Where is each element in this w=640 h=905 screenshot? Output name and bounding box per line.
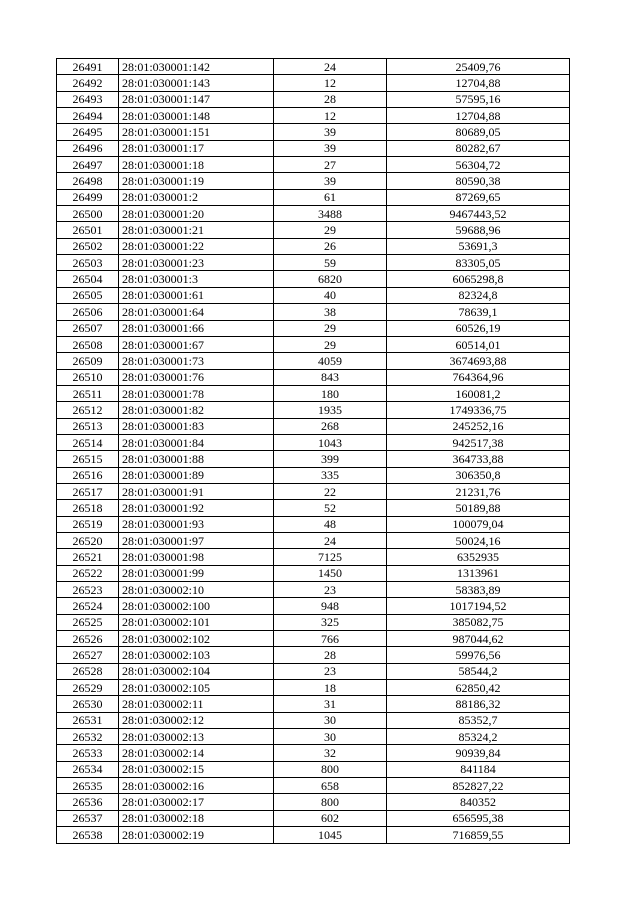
record-number-cell: 26527 <box>57 647 119 663</box>
value-cell: 82324,8 <box>387 287 570 303</box>
record-number-cell: 26511 <box>57 385 119 401</box>
record-number-cell: 26515 <box>57 451 119 467</box>
value-cell: 58383,89 <box>387 582 570 598</box>
cadastral-number-cell: 28:01:030001:143 <box>119 75 274 91</box>
value-cell: 60514,01 <box>387 336 570 352</box>
cadastral-number-cell: 28:01:030002:104 <box>119 663 274 679</box>
record-number-cell: 26535 <box>57 778 119 794</box>
cadastral-number-cell: 28:01:030001:20 <box>119 206 274 222</box>
area-cell: 843 <box>274 369 387 385</box>
cadastral-number-cell: 28:01:030002:18 <box>119 810 274 826</box>
area-cell: 12 <box>274 108 387 124</box>
cadastral-number-cell: 28:01:030002:103 <box>119 647 274 663</box>
area-cell: 39 <box>274 173 387 189</box>
table-row <box>57 794 570 810</box>
area-cell: 30 <box>274 729 387 745</box>
area-cell: 24 <box>274 532 387 548</box>
value-cell: 60526,19 <box>387 320 570 336</box>
table-row <box>57 565 570 581</box>
value-cell: 78639,1 <box>387 304 570 320</box>
table-row <box>57 434 570 450</box>
record-number-cell: 26503 <box>57 255 119 271</box>
record-number-cell: 26524 <box>57 598 119 614</box>
value-cell: 25409,76 <box>387 59 570 75</box>
table-row <box>57 582 570 598</box>
area-cell: 29 <box>274 336 387 352</box>
table-row <box>57 680 570 696</box>
value-cell: 1017194,52 <box>387 598 570 614</box>
cadastral-number-cell: 28:01:030001:99 <box>119 565 274 581</box>
value-cell: 245252,16 <box>387 418 570 434</box>
area-cell: 180 <box>274 385 387 401</box>
record-number-cell: 26518 <box>57 500 119 516</box>
table-row <box>57 631 570 647</box>
record-number-cell: 26521 <box>57 549 119 565</box>
record-number-cell: 26529 <box>57 680 119 696</box>
cadastral-number-cell: 28:01:030002:11 <box>119 696 274 712</box>
value-cell: 80282,67 <box>387 140 570 156</box>
value-cell: 62850,42 <box>387 680 570 696</box>
area-cell: 39 <box>274 140 387 156</box>
record-number-cell: 26492 <box>57 75 119 91</box>
value-cell: 841184 <box>387 761 570 777</box>
area-cell: 23 <box>274 582 387 598</box>
area-cell: 29 <box>274 320 387 336</box>
value-cell: 987044,62 <box>387 631 570 647</box>
value-cell: 59688,96 <box>387 222 570 238</box>
area-cell: 29 <box>274 222 387 238</box>
record-number-cell: 26491 <box>57 59 119 75</box>
value-cell: 12704,88 <box>387 108 570 124</box>
record-number-cell: 26508 <box>57 336 119 352</box>
record-number-cell: 26530 <box>57 696 119 712</box>
area-cell: 38 <box>274 304 387 320</box>
area-cell: 1045 <box>274 827 387 843</box>
table-row <box>57 827 570 843</box>
value-cell: 80590,38 <box>387 173 570 189</box>
cadastral-number-cell: 28:01:030002:13 <box>119 729 274 745</box>
value-cell: 59976,56 <box>387 647 570 663</box>
record-number-cell: 26499 <box>57 189 119 205</box>
table-row <box>57 124 570 140</box>
area-cell: 59 <box>274 255 387 271</box>
value-cell: 656595,38 <box>387 810 570 826</box>
table-row <box>57 189 570 205</box>
table-row <box>57 467 570 483</box>
value-cell: 56304,72 <box>387 157 570 173</box>
value-cell: 3674693,88 <box>387 353 570 369</box>
cadastral-number-cell: 28:01:030001:21 <box>119 222 274 238</box>
record-number-cell: 26497 <box>57 157 119 173</box>
cadastral-number-cell: 28:01:030002:105 <box>119 680 274 696</box>
area-cell: 335 <box>274 467 387 483</box>
cadastral-number-cell: 28:01:030001:61 <box>119 287 274 303</box>
area-cell: 28 <box>274 91 387 107</box>
table-row <box>57 287 570 303</box>
record-number-cell: 26498 <box>57 173 119 189</box>
area-cell: 30 <box>274 712 387 728</box>
area-cell: 7125 <box>274 549 387 565</box>
cadastral-number-cell: 28:01:030001:84 <box>119 434 274 450</box>
table-row <box>57 59 570 75</box>
cadastral-number-cell: 28:01:030001:22 <box>119 238 274 254</box>
area-cell: 1043 <box>274 434 387 450</box>
cadastral-number-cell: 28:01:030001:97 <box>119 532 274 548</box>
record-number-cell: 26514 <box>57 434 119 450</box>
table-row <box>57 255 570 271</box>
record-number-cell: 26512 <box>57 402 119 418</box>
record-number-cell: 26528 <box>57 663 119 679</box>
value-cell: 1313961 <box>387 565 570 581</box>
table-row <box>57 206 570 222</box>
record-number-cell: 26510 <box>57 369 119 385</box>
table-row <box>57 598 570 614</box>
table-row <box>57 647 570 663</box>
area-cell: 24 <box>274 59 387 75</box>
value-cell: 87269,65 <box>387 189 570 205</box>
record-number-cell: 26506 <box>57 304 119 320</box>
table-row <box>57 712 570 728</box>
cadastral-number-cell: 28:01:030002:17 <box>119 794 274 810</box>
record-number-cell: 26505 <box>57 287 119 303</box>
table-row <box>57 549 570 565</box>
record-number-cell: 26538 <box>57 827 119 843</box>
record-number-cell: 26509 <box>57 353 119 369</box>
value-cell: 9467443,52 <box>387 206 570 222</box>
record-number-cell: 26500 <box>57 206 119 222</box>
cadastral-number-cell: 28:01:030001:89 <box>119 467 274 483</box>
table-row <box>57 75 570 91</box>
area-cell: 1450 <box>274 565 387 581</box>
area-cell: 22 <box>274 483 387 499</box>
area-cell: 39 <box>274 124 387 140</box>
cadastral-number-cell: 28:01:030001:82 <box>119 402 274 418</box>
table-row <box>57 304 570 320</box>
table-row <box>57 761 570 777</box>
area-cell: 766 <box>274 631 387 647</box>
cadastral-number-cell: 28:01:030001:67 <box>119 336 274 352</box>
cadastral-number-cell: 28:01:030001:88 <box>119 451 274 467</box>
area-cell: 31 <box>274 696 387 712</box>
area-cell: 1935 <box>274 402 387 418</box>
table-row <box>57 369 570 385</box>
value-cell: 80689,05 <box>387 124 570 140</box>
table-row <box>57 91 570 107</box>
area-cell: 12 <box>274 75 387 91</box>
table-row <box>57 483 570 499</box>
cadastral-number-cell: 28:01:030002:16 <box>119 778 274 794</box>
record-number-cell: 26532 <box>57 729 119 745</box>
cadastral-number-cell: 28:01:030001:66 <box>119 320 274 336</box>
value-cell: 85352,7 <box>387 712 570 728</box>
table-row <box>57 729 570 745</box>
table-row <box>57 173 570 189</box>
record-number-cell: 26523 <box>57 582 119 598</box>
record-number-cell: 26513 <box>57 418 119 434</box>
cadastral-number-cell: 28:01:030001:83 <box>119 418 274 434</box>
record-number-cell: 26522 <box>57 565 119 581</box>
table-row <box>57 745 570 761</box>
area-cell: 32 <box>274 745 387 761</box>
value-cell: 88186,32 <box>387 696 570 712</box>
record-number-cell: 26494 <box>57 108 119 124</box>
value-cell: 57595,16 <box>387 91 570 107</box>
record-number-cell: 26536 <box>57 794 119 810</box>
value-cell: 50024,16 <box>387 532 570 548</box>
cadastral-number-cell: 28:01:030001:17 <box>119 140 274 156</box>
record-number-cell: 26537 <box>57 810 119 826</box>
table-row <box>57 516 570 532</box>
cadastral-number-cell: 28:01:030001:98 <box>119 549 274 565</box>
value-cell: 100079,04 <box>387 516 570 532</box>
value-cell: 1749336,75 <box>387 402 570 418</box>
record-number-cell: 26519 <box>57 516 119 532</box>
area-cell: 52 <box>274 500 387 516</box>
record-number-cell: 26504 <box>57 271 119 287</box>
cadastral-number-cell: 28:01:030001:76 <box>119 369 274 385</box>
cadastral-number-cell: 28:01:030002:15 <box>119 761 274 777</box>
area-cell: 48 <box>274 516 387 532</box>
cadastral-number-cell: 28:01:030001:64 <box>119 304 274 320</box>
cadastral-number-cell: 28:01:030002:12 <box>119 712 274 728</box>
area-cell: 23 <box>274 663 387 679</box>
table-row <box>57 238 570 254</box>
table-row <box>57 320 570 336</box>
area-cell: 26 <box>274 238 387 254</box>
area-cell: 6820 <box>274 271 387 287</box>
area-cell: 948 <box>274 598 387 614</box>
table-row <box>57 402 570 418</box>
cadastral-number-cell: 28:01:030002:10 <box>119 582 274 598</box>
table-row <box>57 451 570 467</box>
value-cell: 306350,8 <box>387 467 570 483</box>
value-cell: 6352935 <box>387 549 570 565</box>
cadastral-number-cell: 28:01:030001:23 <box>119 255 274 271</box>
table-row <box>57 663 570 679</box>
record-number-cell: 26507 <box>57 320 119 336</box>
value-cell: 942517,38 <box>387 434 570 450</box>
cadastral-number-cell: 28:01:030001:151 <box>119 124 274 140</box>
record-number-cell: 26496 <box>57 140 119 156</box>
table-row <box>57 271 570 287</box>
cadastral-number-cell: 28:01:030001:18 <box>119 157 274 173</box>
area-cell: 325 <box>274 614 387 630</box>
record-number-cell: 26495 <box>57 124 119 140</box>
cadastral-number-cell: 28:01:030001:93 <box>119 516 274 532</box>
area-cell: 800 <box>274 794 387 810</box>
data-table <box>56 58 570 844</box>
value-cell: 12704,88 <box>387 75 570 91</box>
value-cell: 83305,05 <box>387 255 570 271</box>
cadastral-number-cell: 28:01:030001:142 <box>119 59 274 75</box>
cadastral-number-cell: 28:01:030001:92 <box>119 500 274 516</box>
table-row <box>57 696 570 712</box>
value-cell: 50189,88 <box>387 500 570 516</box>
cadastral-number-cell: 28:01:030001:78 <box>119 385 274 401</box>
table-row <box>57 140 570 156</box>
table-row <box>57 108 570 124</box>
cadastral-number-cell: 28:01:030002:14 <box>119 745 274 761</box>
table-row <box>57 336 570 352</box>
record-number-cell: 26517 <box>57 483 119 499</box>
record-number-cell: 26531 <box>57 712 119 728</box>
value-cell: 58544,2 <box>387 663 570 679</box>
area-cell: 268 <box>274 418 387 434</box>
cadastral-number-cell: 28:01:030001:147 <box>119 91 274 107</box>
record-number-cell: 26534 <box>57 761 119 777</box>
value-cell: 716859,55 <box>387 827 570 843</box>
cadastral-number-cell: 28:01:030001:91 <box>119 483 274 499</box>
area-cell: 61 <box>274 189 387 205</box>
area-cell: 4059 <box>274 353 387 369</box>
table-row <box>57 157 570 173</box>
record-number-cell: 26501 <box>57 222 119 238</box>
record-number-cell: 26525 <box>57 614 119 630</box>
record-number-cell: 26526 <box>57 631 119 647</box>
value-cell: 21231,76 <box>387 483 570 499</box>
record-number-cell: 26533 <box>57 745 119 761</box>
table-row <box>57 418 570 434</box>
table-row <box>57 614 570 630</box>
table-row <box>57 500 570 516</box>
cadastral-number-cell: 28:01:030002:100 <box>119 598 274 614</box>
cadastral-number-cell: 28:01:030001:2 <box>119 189 274 205</box>
area-cell: 658 <box>274 778 387 794</box>
cadastral-number-cell: 28:01:030001:3 <box>119 271 274 287</box>
value-cell: 364733,88 <box>387 451 570 467</box>
table-body <box>57 59 570 844</box>
value-cell: 53691,3 <box>387 238 570 254</box>
table-row <box>57 353 570 369</box>
record-number-cell: 26502 <box>57 238 119 254</box>
area-cell: 602 <box>274 810 387 826</box>
value-cell: 840352 <box>387 794 570 810</box>
area-cell: 28 <box>274 647 387 663</box>
area-cell: 3488 <box>274 206 387 222</box>
table-row <box>57 222 570 238</box>
cadastral-number-cell: 28:01:030001:148 <box>119 108 274 124</box>
cadastral-number-cell: 28:01:030001:19 <box>119 173 274 189</box>
cadastral-number-cell: 28:01:030002:101 <box>119 614 274 630</box>
area-cell: 18 <box>274 680 387 696</box>
area-cell: 27 <box>274 157 387 173</box>
area-cell: 399 <box>274 451 387 467</box>
value-cell: 160081,2 <box>387 385 570 401</box>
cadastral-number-cell: 28:01:030001:73 <box>119 353 274 369</box>
value-cell: 764364,96 <box>387 369 570 385</box>
value-cell: 90939,84 <box>387 745 570 761</box>
value-cell: 852827,22 <box>387 778 570 794</box>
table-row <box>57 810 570 826</box>
record-number-cell: 26516 <box>57 467 119 483</box>
table-row <box>57 532 570 548</box>
record-number-cell: 26520 <box>57 532 119 548</box>
cadastral-number-cell: 28:01:030002:102 <box>119 631 274 647</box>
cadastral-number-cell: 28:01:030002:19 <box>119 827 274 843</box>
record-number-cell: 26493 <box>57 91 119 107</box>
table-row <box>57 778 570 794</box>
table-row <box>57 385 570 401</box>
value-cell: 6065298,8 <box>387 271 570 287</box>
area-cell: 40 <box>274 287 387 303</box>
value-cell: 85324,2 <box>387 729 570 745</box>
area-cell: 800 <box>274 761 387 777</box>
value-cell: 385082,75 <box>387 614 570 630</box>
